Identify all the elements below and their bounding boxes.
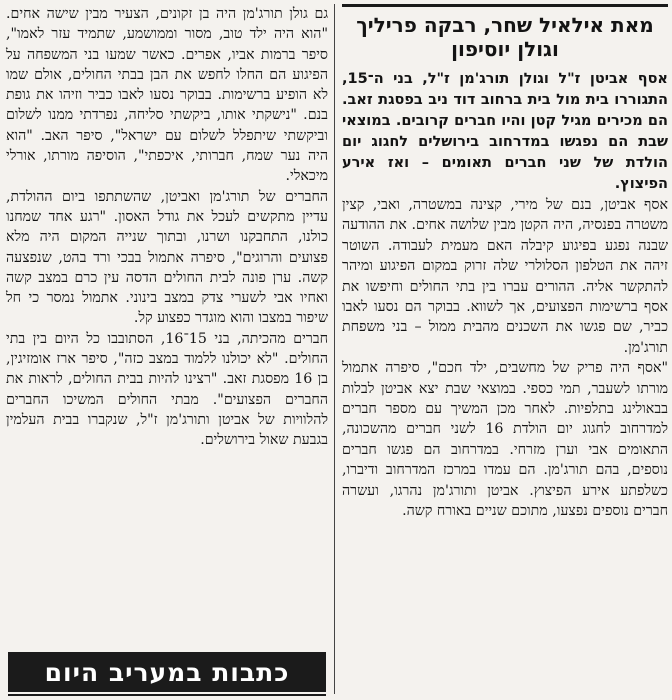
banner-text: כתבות במעריב היום xyxy=(44,657,290,687)
right-column xyxy=(342,4,668,696)
right-paragraph-1: אסף אביטן, בנם של מירי, קצינה במשטרה, ואבי, קצין משטרה בפנסיה, היה הקטן מבין שלושה אחים. את ההודעה שבנה נפגע בפיגוע קיבלה האם מעמית לעבודה. השוטר זיהה את הטלפון הסלולרי שלה זרוק במקום הפיגוע ומיהר להתקשר אליה. ההורים עברו בין בתי החולים וחיפשו את אסף ברשימות הפצועים, אך לשווא. בבוקר הם נסעו לאבו כביר, שם פגשו את השכנים מהבית ממול – בני משפחת תורג'מן. xyxy=(342,197,668,356)
article-lead: אסף אביטן ז"ל וגולן תורג'מן ז"ל, בני ה־15, התגוררו בית מול בית ברחוב דוד ניב בפסגת זאב. הם מכירים מגיל קטן והיו חברים קרובים. במוצאי שבת הם נפגשו במדרחוב בירושלים לחגוג יום הולדת של שני חברים תאומים – ואז אירע הפיצוץ. xyxy=(342,71,668,192)
top-rule xyxy=(342,4,668,7)
left-paragraph-2: החברים של תורג'מן ואביטן, שהשתתפו ביום ההולדת, עדיין מתקשים לעכל את גודל האסון. "רגע אחד שמחנו כולנו, התחבקנו ושרנו, ובתוך שנייה המקום היה מלא פצועים והרוגים", סיפרה אתמול בבכי ורד בהט, שנפצעה קשה. ערן פונה לבית החולים הדסה עין כרם במצב קשה ואחיו אבי לשערי צדק במצב בינוני. אתמול נמסר כי חל שיפור במצבו והוא מוגדר כפצוע קל. xyxy=(6,188,328,327)
column-divider xyxy=(334,4,335,694)
section-banner xyxy=(8,652,326,692)
left-column xyxy=(6,4,328,624)
left-paragraph-3: חברים מהכיתה, בני 15־16, הסתובבו כל היום בין בתי החולים. "לא יכולנו ללמוד במצב כזה", סיפר ארז אומזיגין, בן 16 מפסגת זאב. "רצינו להיות בבית החולים, לראות את החברים הפצועים". מבתי החולים המשיכו החברים להלוויות של אביטן ותורג'מן ז"ל, שנקברו בבית העלמין בגבעת שאול בירושלים. xyxy=(6,330,328,449)
article-byline: מאת אילאיל שחר, רבקה פריליך וגולן יוסיפון xyxy=(356,13,654,61)
right-paragraph-2: "אסף היה פריק של מחשבים, ילד חכם", סיפרה אתמול מורתו לשעבר, תמי כספי. במוצאי שבת יצא אביטן לבלות בבאולינג בתלפיות. לאחר מכן המשיך עם מספר חברים למדרחוב לחגוג יום הולדת 16 לשני חברים מהשכונה, התאומים אבי וערן מזרחי. במדרחוב הם פגשו חברים נוספים, בהם תורג'מן. הם עמדו במרכז המדרחוב ודיברו, כשלפתע אירע הפיצוץ. אביטן ותורג'מן נהרגו, ועשרה חברים נוספים נפצעו, מתוכם שניים באורח קשה. xyxy=(342,360,668,520)
left-paragraph-1: גם גולן תורג'מן היה בן זקונים, הצעיר מבין שישה אחים. "הוא היה ילד טוב, מסור וממושמע, שתמיד עזר לאמו", סיפר ברמות אביו, אפרים. כאשר שמעו בני המשפחה על הפיגוע הם החלו לחפש את הבן בבתי החולים, אולם שמו לא הופיע ברשימות. בבוקר נסעו לאבו כביר וזיהו את גופת בנם. "נישקתי אותו, ביקשתי סליחה, נפרדתי ממנו לשלום וביקשתי שיתפלל לשלום עם ישראל", סיפר האב. "הוא היה נער שמח, חברותי, איכפתי", הוסיפה מורתו, אורלי מיכאלי. xyxy=(6,6,328,185)
banner-underline xyxy=(8,694,326,696)
